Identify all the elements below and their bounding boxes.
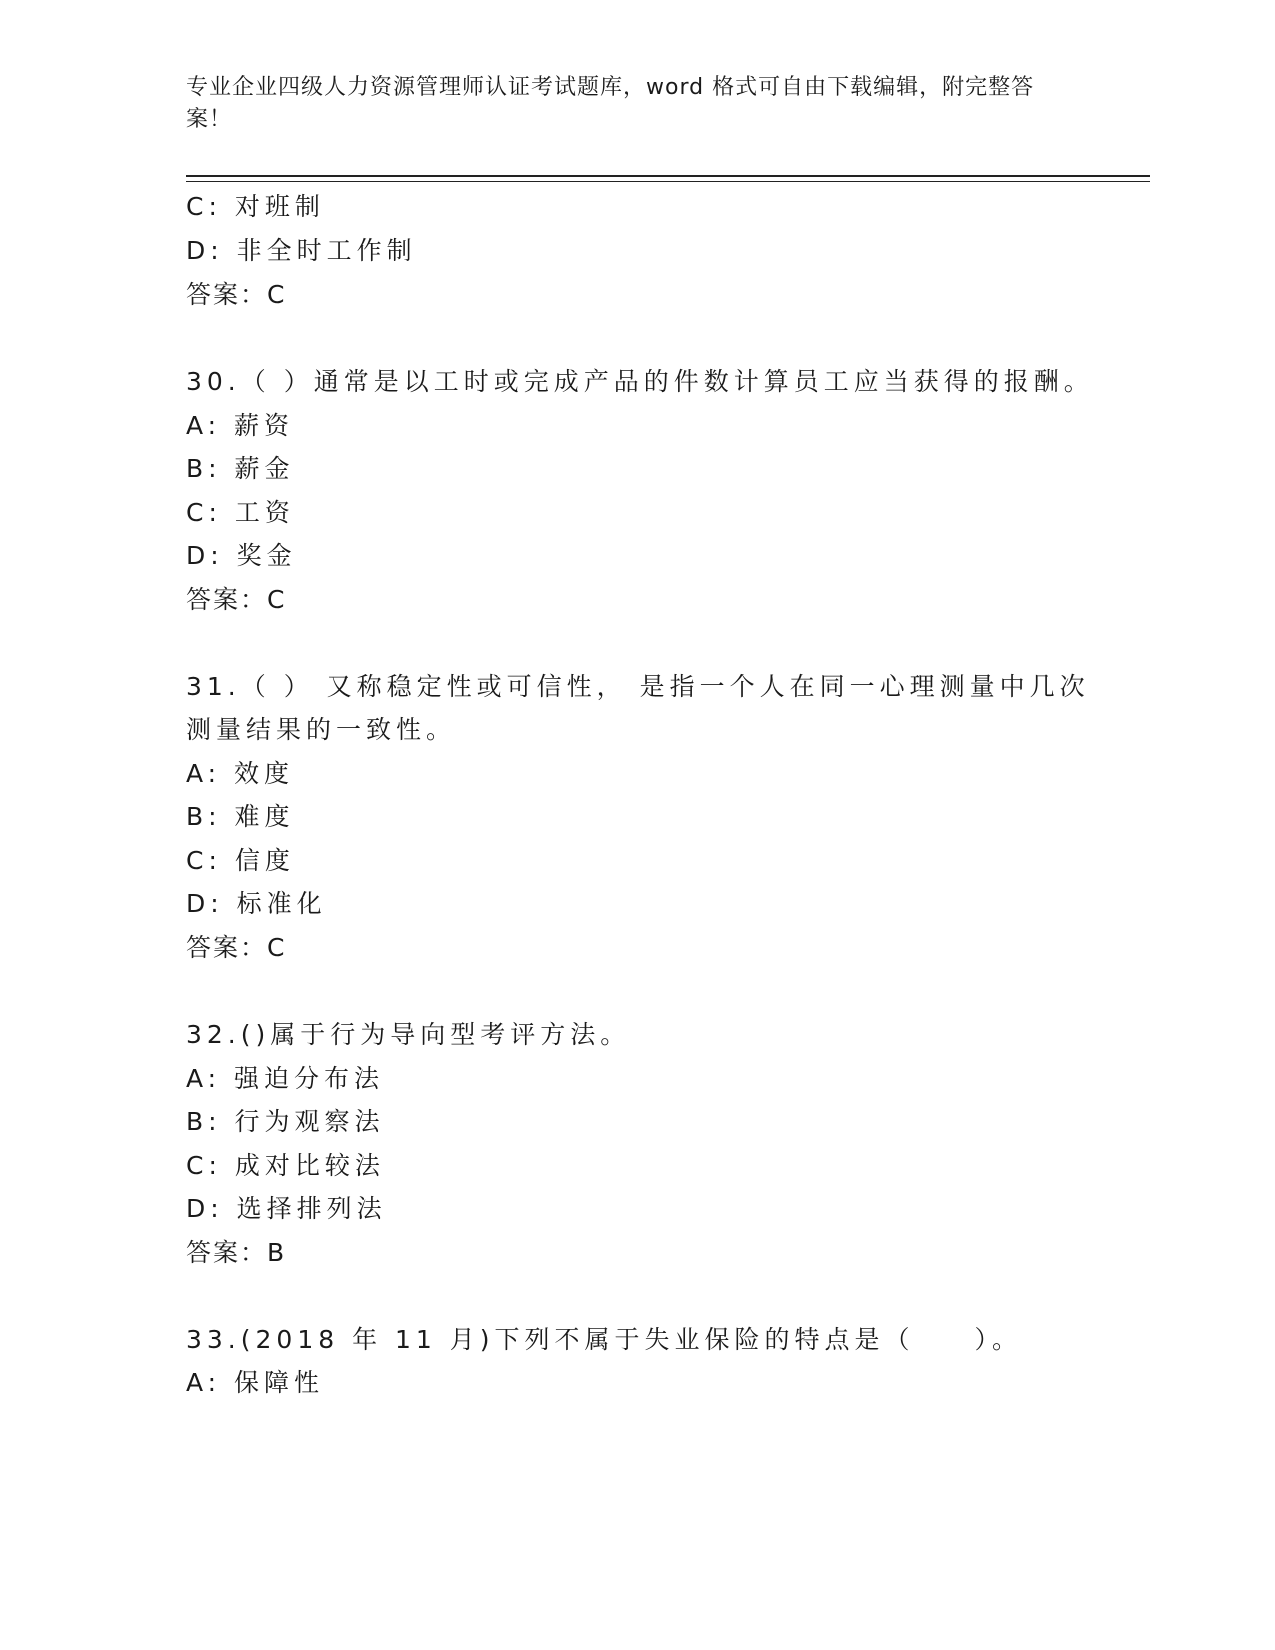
- answer-line: 答案：C: [186, 280, 287, 309]
- option-letter: B:: [186, 1107, 222, 1136]
- document-header: 专业企业四级人力资源管理师认证考试题库，word 格式可自由下载编辑，附完整答案！: [186, 75, 1035, 132]
- option-text: 非全时工作制: [236, 236, 417, 265]
- option-letter: D:: [186, 236, 224, 265]
- option-c: [186, 190, 325, 224]
- option-text: 薪金: [234, 454, 295, 483]
- option-letter: A:: [186, 1368, 222, 1397]
- answer-line: 答案：C: [186, 585, 287, 614]
- question-33-stem: 33.(2018 年 11 月)下列不属于失业保险的特点是（ ）。: [186, 1325, 1023, 1354]
- option-text: 选择排列法: [236, 1194, 387, 1223]
- option-letter: B:: [186, 802, 222, 831]
- option-text: 成对比较法: [234, 1151, 385, 1180]
- option-b: [186, 1105, 385, 1139]
- option-text: 难度: [234, 802, 295, 831]
- option-b: [186, 800, 295, 834]
- option-letter: A:: [186, 759, 222, 788]
- option-a: [186, 1062, 384, 1096]
- option-text: 工资: [234, 498, 295, 527]
- question-30-stem: 30.（ ）通常是以工时或完成产品的件数计算员工应当获得的报酬。: [186, 367, 1094, 396]
- option-b: [186, 452, 295, 486]
- answer-line: 答案：B: [186, 1238, 287, 1267]
- option-letter: C:: [186, 192, 222, 221]
- option-letter: D:: [186, 541, 224, 570]
- option-letter: A:: [186, 1064, 222, 1093]
- option-letter: D:: [186, 889, 224, 918]
- question-31-stem-cont: 测量结果的一致性。: [186, 715, 457, 744]
- option-c: [186, 1149, 385, 1183]
- option-text: 信度: [234, 846, 295, 875]
- option-a: [186, 757, 294, 791]
- option-text: 标准化: [236, 889, 327, 918]
- option-text: 奖金: [236, 541, 297, 570]
- option-a: [186, 1366, 324, 1400]
- option-text: 对班制: [234, 192, 325, 221]
- option-c: [186, 496, 295, 530]
- option-text: 薪资: [234, 411, 295, 440]
- header-divider-thin: [186, 181, 1150, 182]
- option-letter: C:: [186, 1151, 222, 1180]
- option-d: [186, 539, 297, 573]
- option-a: [186, 409, 294, 443]
- option-letter: C:: [186, 846, 222, 875]
- option-text: 保障性: [234, 1368, 325, 1397]
- option-d: [186, 887, 327, 921]
- question-31-stem: 31.（ ） 又称稳定性或可信性， 是指一个人在同一心理测量中几次: [186, 672, 1090, 701]
- question-32-stem: 32.()属于行为导向型考评方法。: [186, 1020, 631, 1049]
- option-letter: C:: [186, 498, 222, 527]
- option-text: 效度: [234, 759, 295, 788]
- header-divider-thick: [186, 175, 1150, 177]
- answer-line: 答案：C: [186, 933, 287, 962]
- option-d: [186, 234, 417, 268]
- option-letter: D:: [186, 1194, 224, 1223]
- option-d: [186, 1192, 387, 1226]
- option-letter: A:: [186, 411, 222, 440]
- option-letter: B:: [186, 454, 222, 483]
- option-c: [186, 844, 295, 878]
- option-text: 行为观察法: [234, 1107, 385, 1136]
- option-text: 强迫分布法: [234, 1064, 385, 1093]
